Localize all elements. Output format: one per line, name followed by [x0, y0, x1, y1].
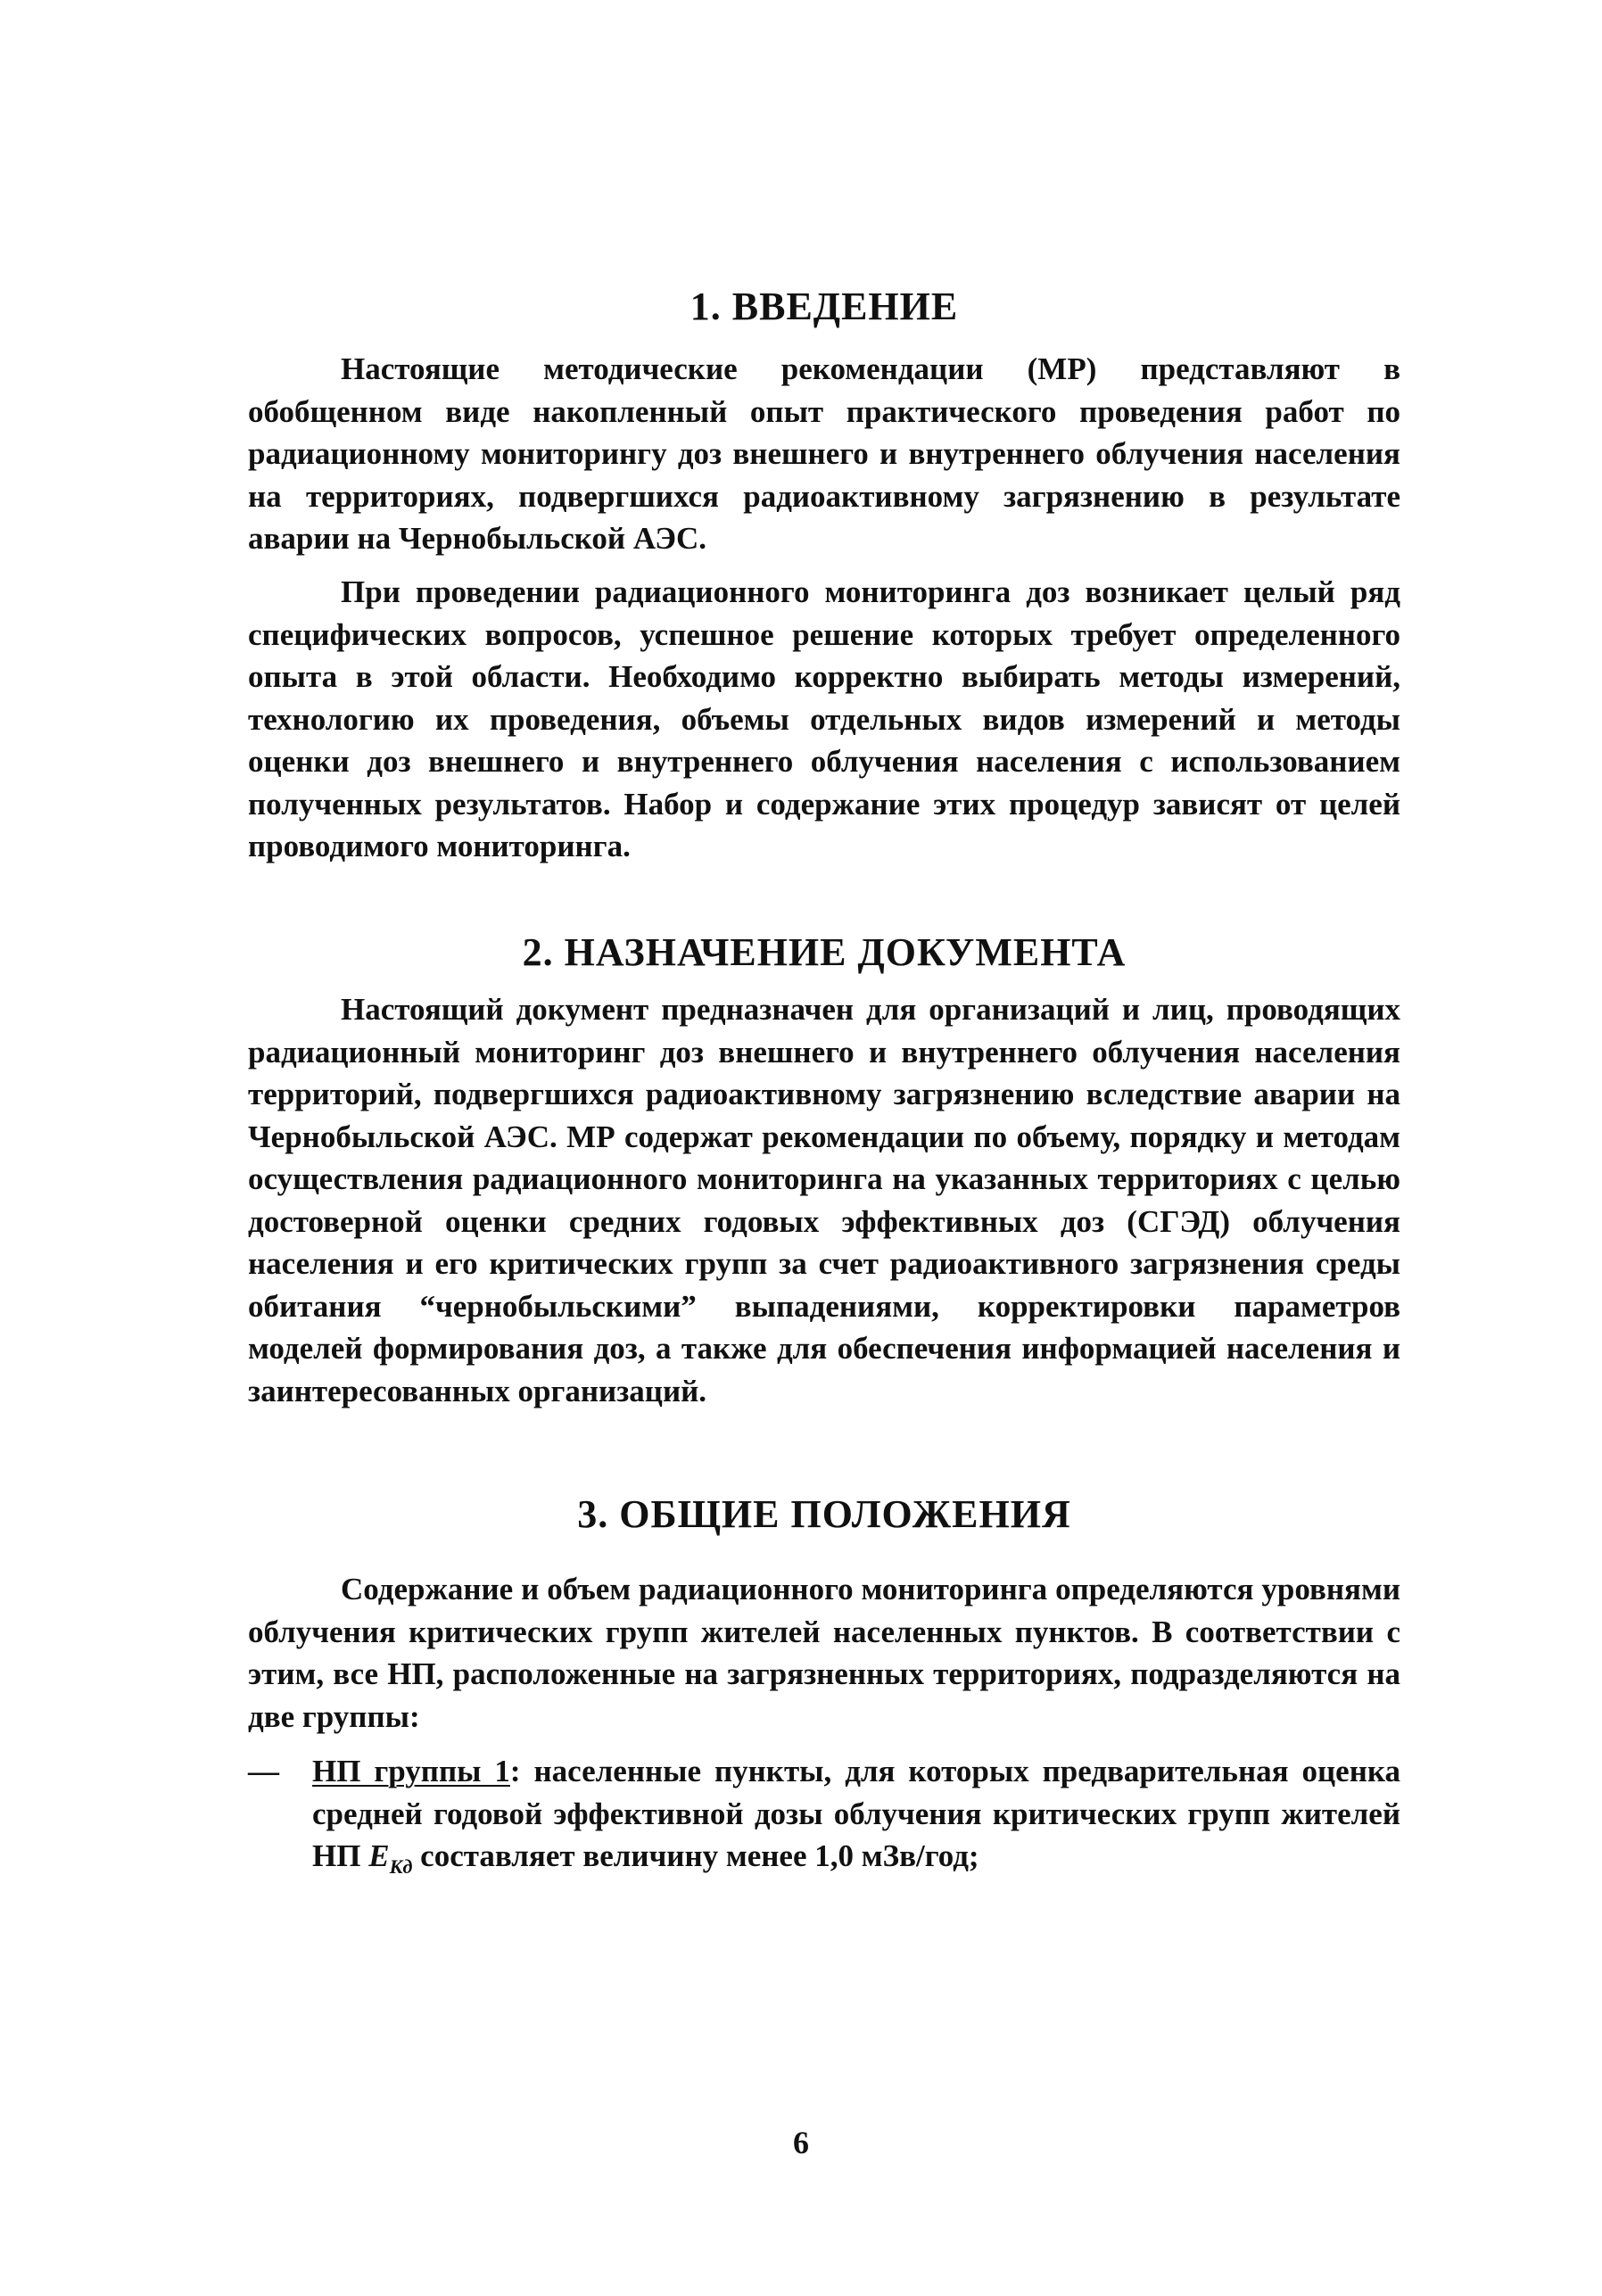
- dose-symbol: E: [368, 1838, 390, 1873]
- group-1-text-after: составляет величину менее 1,0 мЗв/год;: [412, 1838, 979, 1873]
- group-1-term: НП группы 1: [312, 1754, 510, 1788]
- page-number: 6: [793, 2125, 809, 2160]
- section-2-title: 2. НАЗНАЧЕНИЕ ДОКУМЕНТА: [522, 930, 1127, 974]
- section-2-paragraph-1: Настоящий документ предназначен для организаций и лиц, проводящих радиационный мониторинг доз внешнего и внутреннего облучения населения территорий, подвергшихся радиоактивному загрязнению вследствие аварии на Чернобыльской АЭС. МР содержат рекомендации по объему, порядку и методам осуществления радиационного мониторинга на указанных территориях с целью достоверной оценки средних годовых эффективных доз (СГЭД) облучения населения и его критических групп за счет радиоактивного загрязнения среды обитания “чернобыльскими” выпадениями, корректировки параметров моделей формирования доз, а также для обеспечения информацией населения и заинтересованных организаций.: [248, 992, 1400, 1408]
- dose-symbol-subscript: Кд: [389, 1855, 413, 1878]
- section-1-paragraph-1: Настоящие методические рекомендации (МР) представляют в обобщенном виде накопленный опыт практического проведения работ по радиационному мониторингу доз внешнего и внутреннего облучения населения на территориях, подвергшихся радиоактивному загрязнению в результате аварии на Чернобыльской АЭС.: [248, 351, 1400, 556]
- section-1-paragraph-2: При проведении радиационного мониторинга доз возникает целый ряд специфических вопросов, успешное решение которых требует определенного опыта в этой области. Необходимо корректно выбирать методы измерений, технологию их проведения, объемы отдельных видов измерений и методы оценки доз внешнего и внутреннего облучения населения с использованием полученных результатов. Набор и содержание этих процедур зависят от целей проводимого мониторинга.: [248, 574, 1400, 863]
- group-1-colon: :: [509, 1754, 521, 1788]
- list-item-text: [312, 1750, 1400, 1888]
- list-dash: —: [248, 1754, 279, 1788]
- section-3-title: 3. ОБЩИЕ ПОЛОЖЕНИЯ: [577, 1492, 1071, 1536]
- group-1-text-before: населенные пункты, для которых предварительная оценка средней годовой эффективной дозы облучения критических групп жителей НП: [312, 1754, 1400, 1873]
- section-3-paragraph-1: Содержание и объем радиационного мониторинга определяются уровнями облучения критических групп жителей населенных пунктов. В соответствии с этим, все НП, расположенные на загрязненных территориях, подразделяются на две группы:: [248, 1572, 1400, 1734]
- section-1-title: 1. ВВЕДЕНИЕ: [690, 285, 959, 328]
